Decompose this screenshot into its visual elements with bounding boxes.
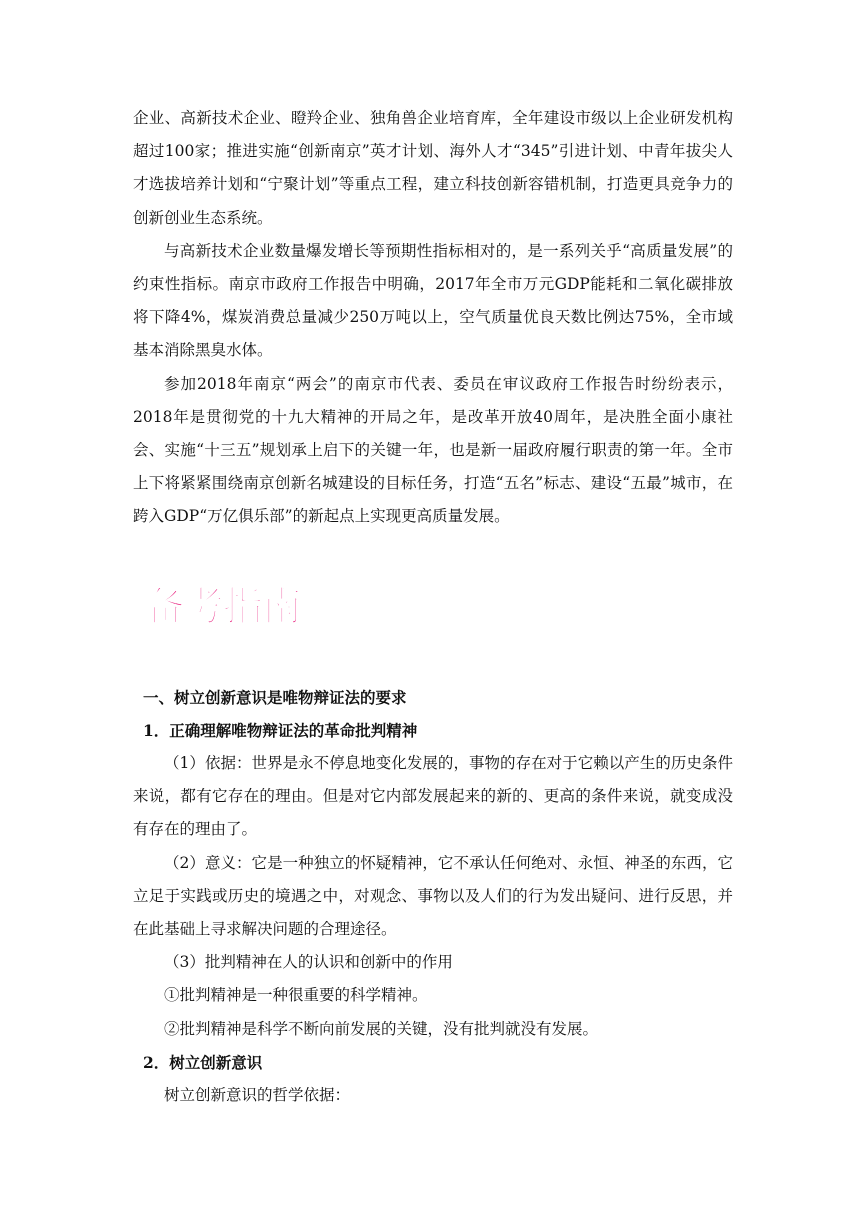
list-item-significance: （2）意义：它是一种独立的怀疑精神，它不承认任何绝对、永恒、神圣的东西，它立足于实践或历史的境遇之中，对观念、事物以及人们的行为发出疑问、进行反思，并在此基础上寻求解决问题的合理途径。 (133, 853, 733, 939)
philosophy-basis-text: 树立创新意识的哲学依据： (164, 1086, 351, 1105)
document-page (133, 102, 733, 1112)
paragraph-constraint-indicators: 与高新技术企业数量爆发增长等预期性指标相对的，是一系列关乎“高质量发展”的约束性指标。南京市政府工作报告中明确，2017年全市万元GDP能耗和二氧化碳排放将下降4%，煤炭消费总量减少250万吨以上，空气质量优良天数比例达75%，全市域基本消除黑臭水体。 (133, 241, 733, 360)
exam-guide-banner (133, 572, 733, 662)
subsection-heading-1: 1．正确理解唯物辩证法的革命批判精神 (143, 720, 418, 740)
exam-guide-banner-text: 备考指南 (145, 583, 301, 630)
subsection-heading-2: 2．树立创新意识 (143, 1052, 263, 1072)
exam-guide-banner-graphic (143, 576, 323, 636)
list-point-2: ②批判精神是科学不断向前发展的关键，没有批判就没有发展。 (164, 1019, 599, 1038)
paragraph-two-sessions: 参加2018年南京“两会”的南京市代表、委员在审议政府工作报告时纷纷表示，2018年是贯彻党的十九大精神的开局之年，是改革开放40周年，是决胜全面小康社会、实施“十三五”规划承上启下的关键一年，也是新一届政府履行职责的第一年。全市上下将紧紧围绕南京创新名城建设的目标任务，打造“五名”标志、建设“五最”城市，在跨入GDP“万亿俱乐部”的新起点上实现更高质量发展。 (133, 374, 733, 526)
list-item-role: （3）批判精神在人的认识和创新中的作用 (164, 953, 453, 972)
paragraph-talent-programs: 企业、高新技术企业、瞪羚企业、独角兽企业培育库，全年建设市级以上企业研发机构超过100家；推进实施“创新南京”英才计划、海外人才“345”引进计划、中青年拔尖人才选拔培养计划和“宁聚计划”等重点工程，建立科技创新容错机制，打造更具竞争力的创新创业生态系统。 (133, 109, 733, 227)
section-heading-1: 一、树立创新意识是唯物辩证法的要求 (143, 687, 407, 707)
list-item-basis: （1）依据：世界是永不停息地变化发展的，事物的存在对于它赖以产生的历史条件来说，都有它存在的理由。但是对它内部发展起来的新的、更高的条件来说，就变成没有存在的理由了。 (133, 754, 733, 839)
list-point-1: ①批判精神是一种很重要的科学精神。 (164, 986, 428, 1005)
